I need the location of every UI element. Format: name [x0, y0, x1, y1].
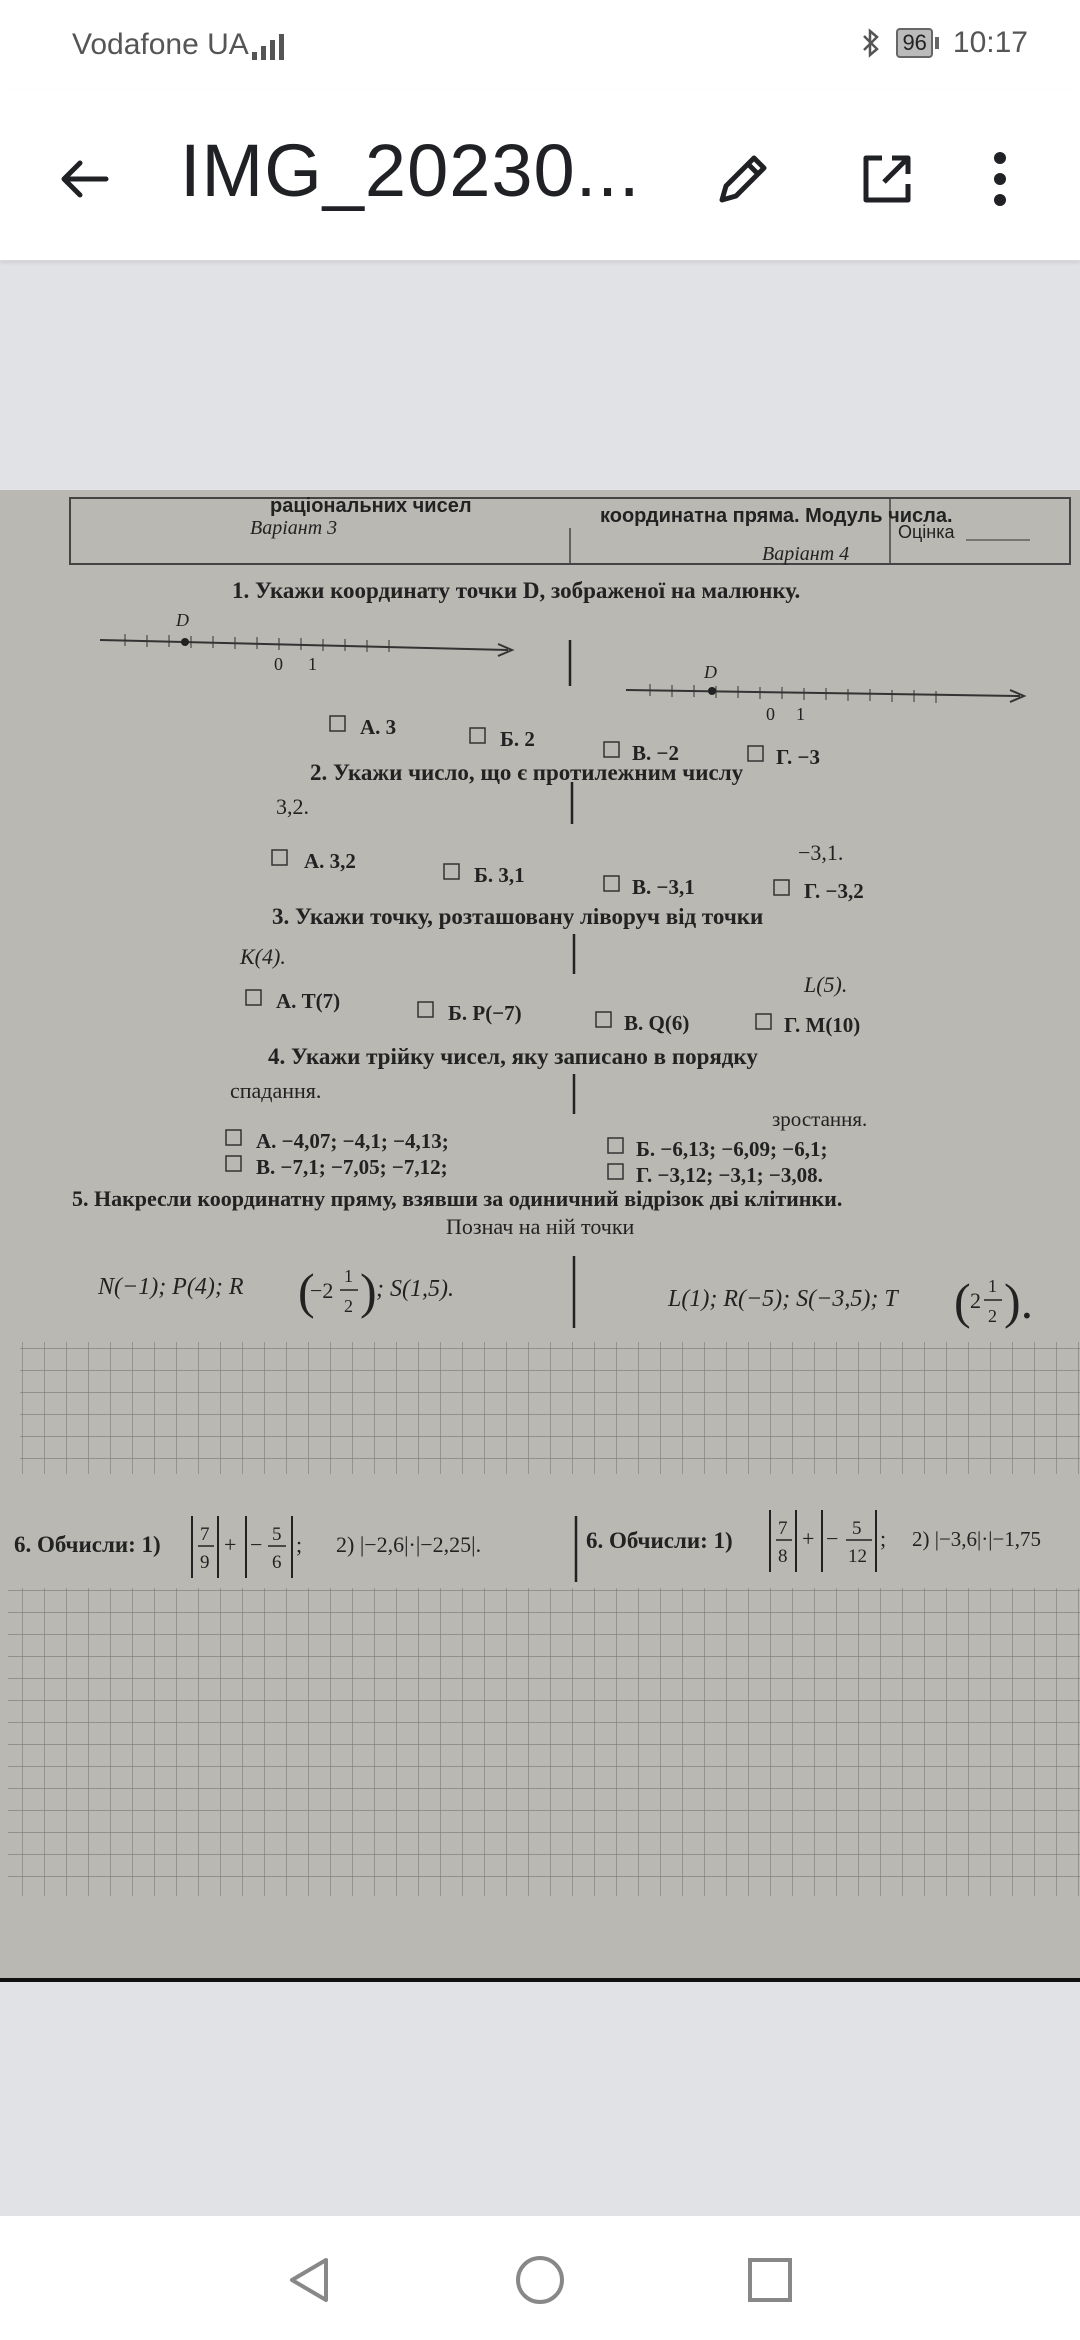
- photo-worksheet[interactable]: [0, 490, 1080, 1982]
- svg-text:): ): [360, 1263, 377, 1319]
- q6-left-f2-den: 6: [272, 1552, 282, 1573]
- q6-left-plus: +: [224, 1532, 237, 1557]
- q1-option-a[interactable]: А. 3: [360, 715, 397, 739]
- signal-icon: [252, 32, 284, 60]
- q3-option-a[interactable]: А. T(7): [276, 989, 341, 1013]
- q1-tick-0-right: 0: [766, 704, 775, 724]
- nav-back-icon[interactable]: [282, 2252, 338, 2308]
- q5-left-points: N(−1); P(4); R: [98, 1274, 244, 1300]
- app-bar: [0, 90, 1080, 261]
- q4-option-g[interactable]: Г. −3,12; −3,1; −3,08.: [636, 1163, 823, 1187]
- q6-right-plus: +: [802, 1526, 815, 1551]
- number-line-left: [100, 634, 512, 656]
- header-topic: координатна пряма. Модуль числа.: [600, 505, 953, 527]
- battery-level: 96: [896, 28, 932, 58]
- edit-pencil-icon[interactable]: [708, 144, 778, 214]
- header-fragment: раціональних чисел: [270, 495, 472, 517]
- q3-option-v[interactable]: В. Q(6): [624, 1011, 690, 1035]
- q1-tick-1-right: 1: [796, 704, 805, 724]
- file-title: IMG_20230...: [180, 129, 641, 212]
- q5-right-frac-den: 2: [988, 1306, 997, 1326]
- q2-right-value: −3,1.: [798, 840, 844, 865]
- q5-left-frac-den: 2: [344, 1296, 353, 1316]
- q2-option-v[interactable]: В. −3,1: [632, 875, 695, 899]
- q1-tick-1-left: 1: [308, 654, 317, 674]
- q2-left-value: 3,2.: [276, 794, 309, 819]
- q5-text: 5. Накресли координатну пряму, взявши за одиничний відрізок дві клітинки.: [72, 1186, 843, 1211]
- q6-right-f1-den: 8: [778, 1546, 788, 1567]
- q6-right-f1-num: 7: [778, 1518, 788, 1539]
- q5-left-frac-num: 1: [344, 1266, 353, 1286]
- q6-right-f2-den: 12: [848, 1546, 867, 1567]
- q6-left-minus: −: [250, 1532, 263, 1557]
- battery-icon: [896, 28, 938, 58]
- navigation-bar: [0, 2216, 1080, 2340]
- q1-option-b[interactable]: Б. 2: [500, 727, 535, 751]
- svg-text:(: (: [298, 1263, 315, 1319]
- q5-right-whole: 2: [970, 1288, 981, 1313]
- number-line-right: [626, 684, 1024, 703]
- q5-text2: Познач на ній точки: [446, 1214, 635, 1239]
- grid-area-2: [8, 1588, 1080, 1896]
- q4-text: 4. Укажи трійку чисел, яку записано в порядку: [268, 1044, 758, 1069]
- q3-option-g[interactable]: Г. M(10): [784, 1013, 861, 1037]
- q4-left-value: спадання.: [230, 1078, 322, 1103]
- q3-text: 3. Укажи точку, розташовану ліворуч від точки: [272, 904, 764, 929]
- q6-right-f2-num: 5: [852, 1518, 862, 1539]
- q4-option-b[interactable]: Б. −6,13; −6,09; −6,1;: [636, 1137, 828, 1161]
- q2-option-g[interactable]: Г. −3,2: [804, 879, 864, 903]
- q5-right-points: L(1); R(−5); S(−3,5); T: [668, 1286, 898, 1312]
- q3-option-b[interactable]: Б. P(−7): [448, 1001, 522, 1025]
- q6-left-f2-num: 5: [272, 1524, 282, 1545]
- q4-right-value: зростання.: [772, 1107, 868, 1131]
- svg-text:;: ;: [296, 1532, 303, 1557]
- q6-right-label: 6. Обчисли: 1): [586, 1528, 733, 1553]
- bluetooth-icon: [860, 27, 882, 59]
- q5-left-tail: ; S(1,5).: [376, 1276, 454, 1302]
- q6-left-part2: 2) |−2,6|·|−2,25|.: [336, 1532, 482, 1557]
- q3-left-value: K(4).: [240, 944, 286, 969]
- carrier-name: Vodafone UA: [72, 28, 249, 61]
- variant-3-label: Варіант 3: [250, 517, 338, 539]
- q2-option-b[interactable]: Б. 3,1: [474, 863, 525, 887]
- q6-left-label: 6. Обчисли: 1): [14, 1532, 161, 1557]
- svg-text:(: (: [954, 1273, 971, 1329]
- clock: 10:17: [952, 26, 1028, 59]
- more-options-icon[interactable]: [980, 144, 1020, 214]
- svg-text:).: ).: [1004, 1273, 1034, 1329]
- open-external-icon[interactable]: [852, 144, 922, 214]
- q1-option-g[interactable]: Г. −3: [776, 745, 820, 769]
- q5-right-frac-num: 1: [988, 1276, 997, 1296]
- nav-home-icon[interactable]: [512, 2252, 568, 2308]
- q3-right-value: L(5).: [804, 972, 848, 997]
- q1-point-label-left: D: [176, 610, 189, 630]
- q1-text: 1. Укажи координату точки D, зображеної на малюнку.: [232, 578, 801, 603]
- q1-option-v[interactable]: В. −2: [632, 741, 679, 765]
- q2-text: 2. Укажи число, що є протилежним числу: [310, 760, 744, 785]
- back-arrow-icon[interactable]: [50, 144, 120, 214]
- q6-right-minus: −: [826, 1526, 839, 1551]
- q4-option-v[interactable]: В. −7,1; −7,05; −7,12;: [256, 1155, 448, 1179]
- q6-left-f1-num: 7: [200, 1524, 210, 1545]
- q4-option-a[interactable]: А. −4,07; −4,1; −4,13;: [256, 1129, 449, 1153]
- nav-recents-icon[interactable]: [742, 2252, 798, 2308]
- grid-area-1: [20, 1342, 1080, 1474]
- svg-text:;: ;: [880, 1526, 887, 1551]
- q6-right-part2: 2) |−3,6|·|−1,75: [912, 1527, 1042, 1551]
- q6-left-f1-den: 9: [200, 1552, 210, 1573]
- q1-tick-0-left: 0: [274, 654, 283, 674]
- q5-left-whole: −2: [310, 1278, 334, 1303]
- grade-label: Оцінка: [898, 522, 955, 542]
- variant-4-label: Варіант 4: [762, 543, 850, 565]
- q1-point-label-right: D: [704, 662, 717, 682]
- q2-option-a[interactable]: А. 3,2: [304, 849, 356, 873]
- status-bar: [0, 0, 1080, 90]
